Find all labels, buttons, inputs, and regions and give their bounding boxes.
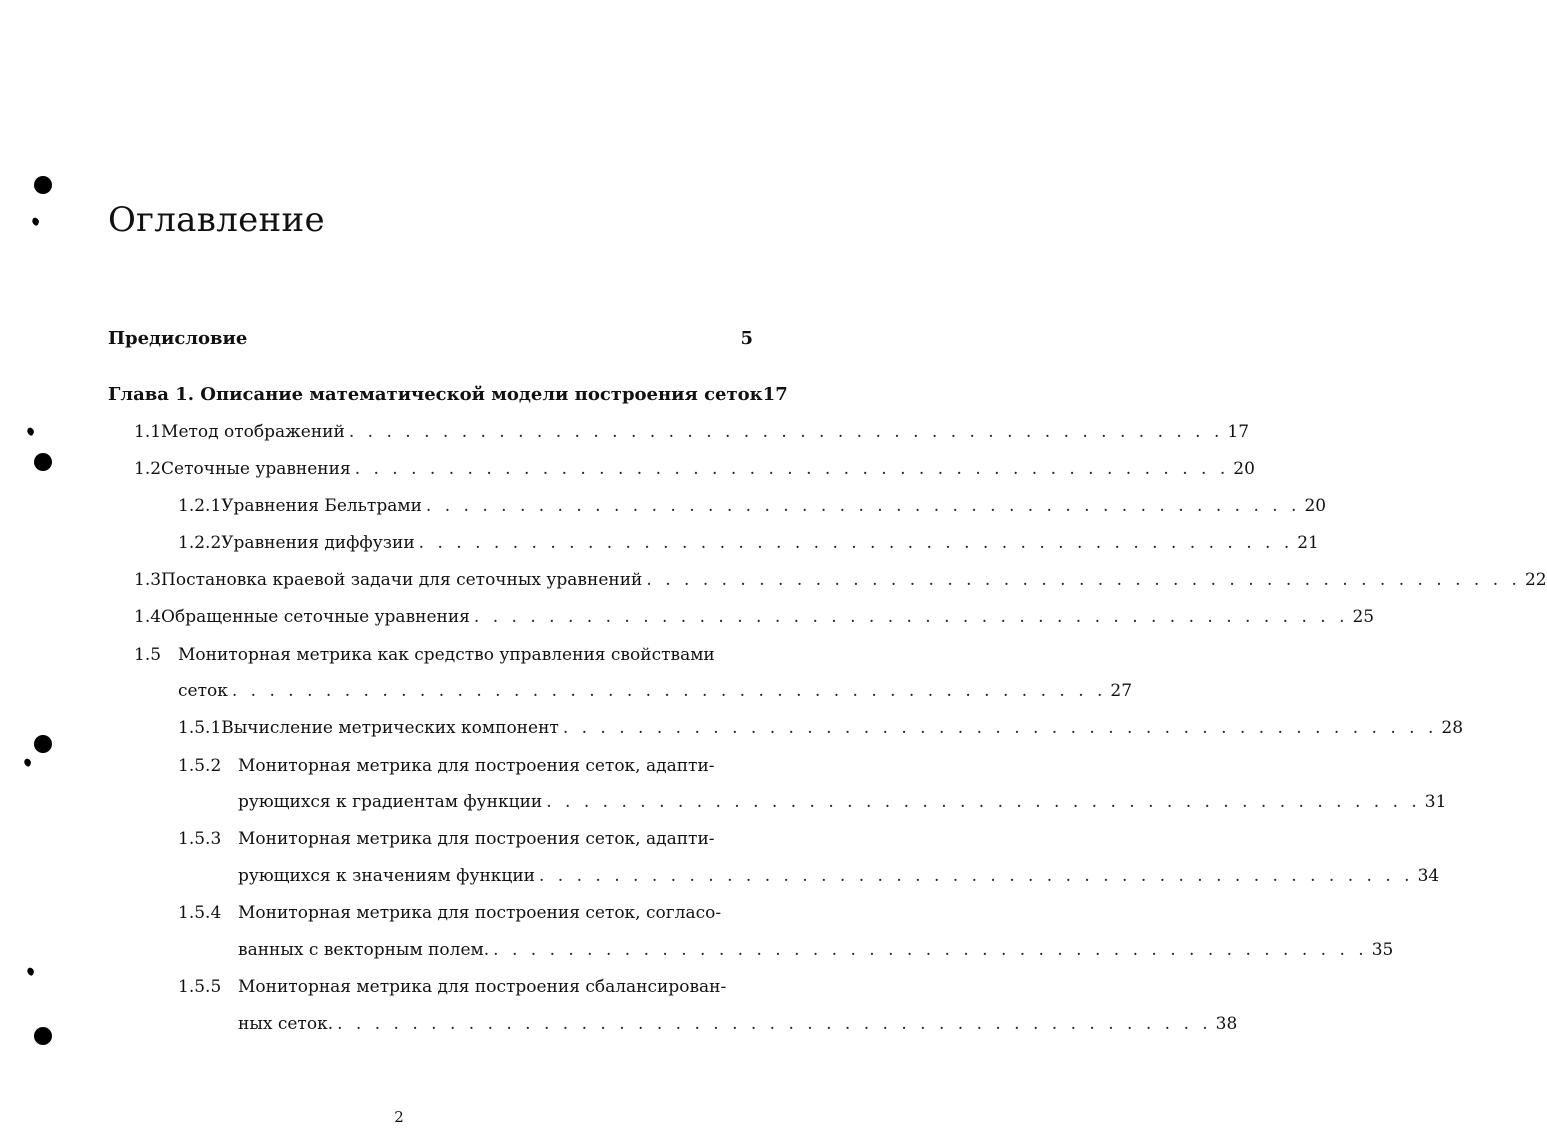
toc-entry-page: 22 bbox=[1524, 570, 1547, 590]
toc-chapter-page: 17 bbox=[762, 384, 788, 405]
toc-entry-page: 27 bbox=[1110, 681, 1133, 701]
toc-entry-continuation bbox=[238, 792, 1447, 812]
toc-entry bbox=[178, 977, 753, 997]
scan-speck bbox=[26, 967, 35, 976]
dot-leader: . . . . . . . . . . . . . . . . . . . . . . . . . . . . . . . . . . . . . . . . . . . . . . . bbox=[425, 496, 1301, 516]
toc-entry-label-line2: рующихся к градиентам функции bbox=[238, 792, 543, 812]
toc-entry-page: 21 bbox=[1297, 533, 1319, 553]
toc-entry bbox=[178, 829, 753, 849]
punch-hole bbox=[34, 453, 52, 471]
toc-entry-label-line1: Мониторная метрика для построения сеток, адапти- bbox=[238, 829, 715, 849]
scan-speck bbox=[31, 217, 40, 226]
dot-leader: . . . . . . . . . . . . . . . . . . . . . . . . . . . . . . . . . . . . . . . . . . . . . . . bbox=[493, 940, 1368, 960]
dot-leader: . . . . . . . . . . . . . . . . . . . . . . . . . . . . . . . . . . . . . . . . . . . . . . . bbox=[473, 607, 1349, 627]
toc-preface-page: 5 bbox=[740, 328, 753, 349]
toc-entry bbox=[134, 570, 1547, 590]
toc-entry-number: 1.1 bbox=[134, 422, 162, 442]
toc-entry-page: 28 bbox=[1441, 718, 1464, 738]
toc-entry-label-line2: рующихся к значениям функции bbox=[238, 866, 535, 886]
toc-entry-label: Метод отображений bbox=[161, 422, 345, 442]
toc-entry-number: 1.5.2 bbox=[178, 756, 222, 776]
toc-entry bbox=[178, 756, 753, 776]
toc-entry bbox=[134, 459, 1255, 479]
toc-entry-label: Постановка краевой задачи для сеточных уравнений bbox=[161, 570, 643, 590]
dot-leader: . . . . . . . . . . . . . . . . . . . . . . . . . . . . . . . . . . . . . . . . . . . . . . . bbox=[539, 866, 1414, 886]
toc-entry-number: 1.2.2 bbox=[178, 533, 222, 553]
toc-entry-page: 20 bbox=[1304, 496, 1327, 516]
toc-entry-number: 1.3 bbox=[134, 570, 162, 590]
toc-entry-number: 1.5 bbox=[134, 645, 162, 665]
dot-leader: . . . . . . . . . . . . . . . . . . . . . . . . . . . . . . . . . . . . . . . . . . . . . . . bbox=[337, 1014, 1212, 1034]
toc-entry-continuation bbox=[238, 866, 1440, 886]
toc-preface-label: Предисловие bbox=[108, 328, 248, 349]
punch-hole bbox=[34, 1027, 52, 1045]
toc-entry-number: 1.5.5 bbox=[178, 977, 222, 997]
toc-entry bbox=[134, 645, 753, 665]
punch-hole bbox=[34, 176, 52, 194]
toc-preface-row bbox=[108, 328, 753, 349]
dot-leader: . . . . . . . . . . . . . . . . . . . . . . . . . . . . . . . . . . . . . . . . . . . . . . . bbox=[418, 533, 1294, 553]
toc-entry-label-line2: ных сеток. bbox=[238, 1014, 334, 1034]
dot-leader: . . . . . . . . . . . . . . . . . . . . . . . . . . . . . . . . . . . . . . . . . . . . . . . bbox=[354, 459, 1230, 479]
toc-entry bbox=[178, 903, 753, 923]
toc-entry-page: 35 bbox=[1371, 940, 1394, 960]
toc-entry bbox=[178, 533, 1319, 553]
toc-entry-label: Вычисление метрических компонент bbox=[221, 718, 559, 738]
toc-entry-number: 1.5.3 bbox=[178, 829, 222, 849]
toc-entry-label: Сеточные уравнения bbox=[161, 459, 351, 479]
toc-entry bbox=[134, 422, 1250, 442]
toc-entry-label-line1: Мониторная метрика как средство управления свойствами bbox=[178, 645, 715, 665]
toc-entry-number: 1.5.1 bbox=[178, 718, 222, 738]
scan-speck bbox=[26, 427, 35, 436]
page-title: Оглавление bbox=[108, 200, 325, 240]
punch-hole bbox=[34, 735, 52, 753]
dot-leader: . . . . . . . . . . . . . . . . . . . . . . . . . . . . . . . . . . . . . . . . . . . . . . . bbox=[231, 681, 1107, 701]
dot-leader: . . . . . . . . . . . . . . . . . . . . . . . . . . . . . . . . . . . . . . . . . . . . . . . bbox=[562, 718, 1438, 738]
toc-entry bbox=[134, 607, 1375, 627]
toc-entry bbox=[178, 496, 1327, 516]
toc-entry-number: 1.4 bbox=[134, 607, 162, 627]
toc-entry-number: 1.5.4 bbox=[178, 903, 222, 923]
dot-leader: . . . . . . . . . . . . . . . . . . . . . . . . . . . . . . . . . . . . . . . . . . . . . . . bbox=[348, 422, 1224, 442]
toc-entry-number: 1.2 bbox=[134, 459, 162, 479]
toc-entry-page: 31 bbox=[1424, 792, 1447, 812]
toc-entry-page: 20 bbox=[1233, 459, 1255, 479]
toc-entry-page: 17 bbox=[1227, 422, 1250, 442]
toc-entry-label: Обращенные сеточные уравнения bbox=[161, 607, 470, 627]
toc-entry-label-line2: ванных с векторным полем. bbox=[238, 940, 490, 960]
toc-entry-continuation bbox=[238, 940, 1394, 960]
toc-entry-continuation bbox=[178, 681, 1133, 701]
toc-chapter-label: Глава 1. Описание математической модели построения сеток bbox=[108, 384, 763, 405]
toc-entry-label-line1: Мониторная метрика для построения сеток, адапти- bbox=[238, 756, 715, 776]
toc-entry-page: 34 bbox=[1417, 866, 1440, 886]
toc-entry-number: 1.2.1 bbox=[178, 496, 222, 516]
dot-leader: . . . . . . . . . . . . . . . . . . . . . . . . . . . . . . . . . . . . . . . . . . . . . . . bbox=[646, 570, 1521, 590]
page-number: 2 bbox=[394, 1108, 404, 1126]
toc-entry bbox=[178, 718, 1464, 738]
toc-entry-continuation bbox=[238, 1014, 1238, 1034]
toc-entry-label: Уравнения Бельтрами bbox=[221, 496, 422, 516]
scan-speck bbox=[23, 758, 32, 767]
toc-entry-label-line2: сеток bbox=[178, 681, 228, 701]
toc-entry-label-line1: Мониторная метрика для построения сеток, согласо- bbox=[238, 903, 722, 923]
toc-entry-label: Уравнения диффузии bbox=[221, 533, 415, 553]
toc-chapter-row bbox=[108, 384, 788, 405]
toc-entry-page: 38 bbox=[1215, 1014, 1238, 1034]
toc-entry-page: 25 bbox=[1352, 607, 1375, 627]
dot-leader: . . . . . . . . . . . . . . . . . . . . . . . . . . . . . . . . . . . . . . . . . . . . . . . bbox=[546, 792, 1421, 812]
toc-entry-label-line1: Мониторная метрика для построения сбалансирован- bbox=[238, 977, 727, 997]
